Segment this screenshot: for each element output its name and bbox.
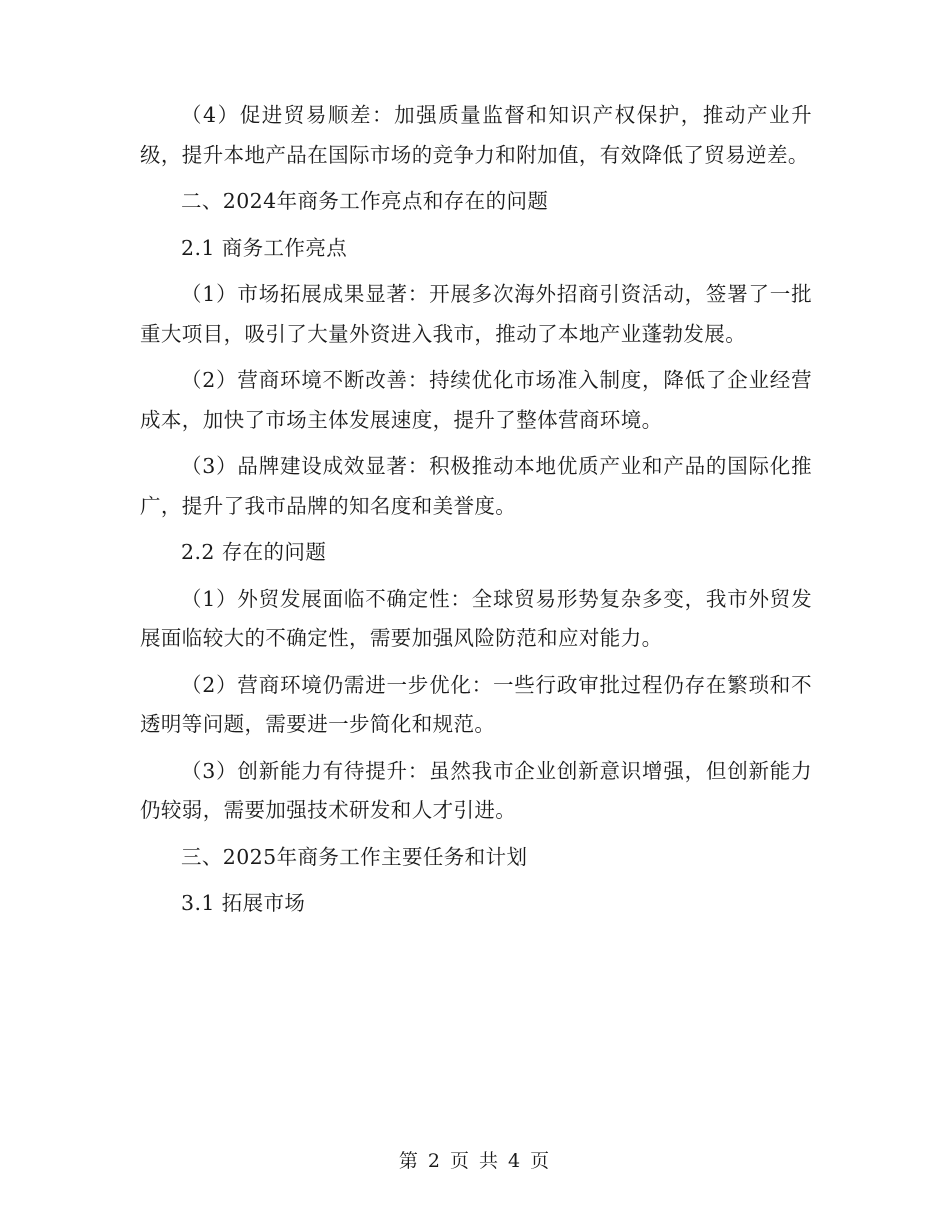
document-body <box>140 96 812 931</box>
paragraph-innovation-capacity: （3）创新能力有待提升：虽然我市企业创新意识增强，但创新能力仍较弱，需要加强技术研发和人才引进。 <box>140 758 812 822</box>
section-heading-2: 二、2024年商务工作亮点和存在的问题 <box>181 189 549 213</box>
paragraph-business-environment: （2）营商环境不断改善：持续优化市场准入制度，降低了企业经营成本，加快了市场主体发展速度，提升了整体营商环境。 <box>140 368 812 432</box>
paragraph-market-expansion: （1）市场拓展成果显著：开展多次海外招商引资活动，签署了一批重大项目，吸引了大量外资进入我市，推动了本地产业蓬勃发展。 <box>140 282 812 346</box>
subsection-heading-2-2: 2.2 存在的问题 <box>181 540 327 564</box>
section-heading-3: 三、2025年商务工作主要任务和计划 <box>181 844 528 869</box>
paragraph-foreign-trade-uncertainty: （1）外贸发展面临不确定性：全球贸易形势复杂多变，我市外贸发展面临较大的不确定性，需要加强风险防范和应对能力。 <box>140 586 812 650</box>
paragraph-trade-surplus: （4）促进贸易顺差：加强质量监督和知识产权保护，推动产业升级，提升本地产品在国际市场的竞争力和附加值，有效降低了贸易逆差。 <box>140 103 812 167</box>
subsection-heading-2-1: 2.1 商务工作亮点 <box>181 235 348 260</box>
paragraph-brand-building: （3）品牌建设成效显著：积极推动本地优质产业和产品的国际化推广，提升了我市品牌的知名度和美誉度。 <box>140 454 812 518</box>
page-number-footer: 第 2 页 共 4 页 <box>398 1150 552 1172</box>
paragraph-environment-optimization: （2）营商环境仍需进一步优化：一些行政审批过程仍存在繁琐和不透明等问题，需要进一步简化和规范。 <box>140 672 812 736</box>
subsection-heading-3-1: 3.1 拓展市场 <box>181 891 306 915</box>
